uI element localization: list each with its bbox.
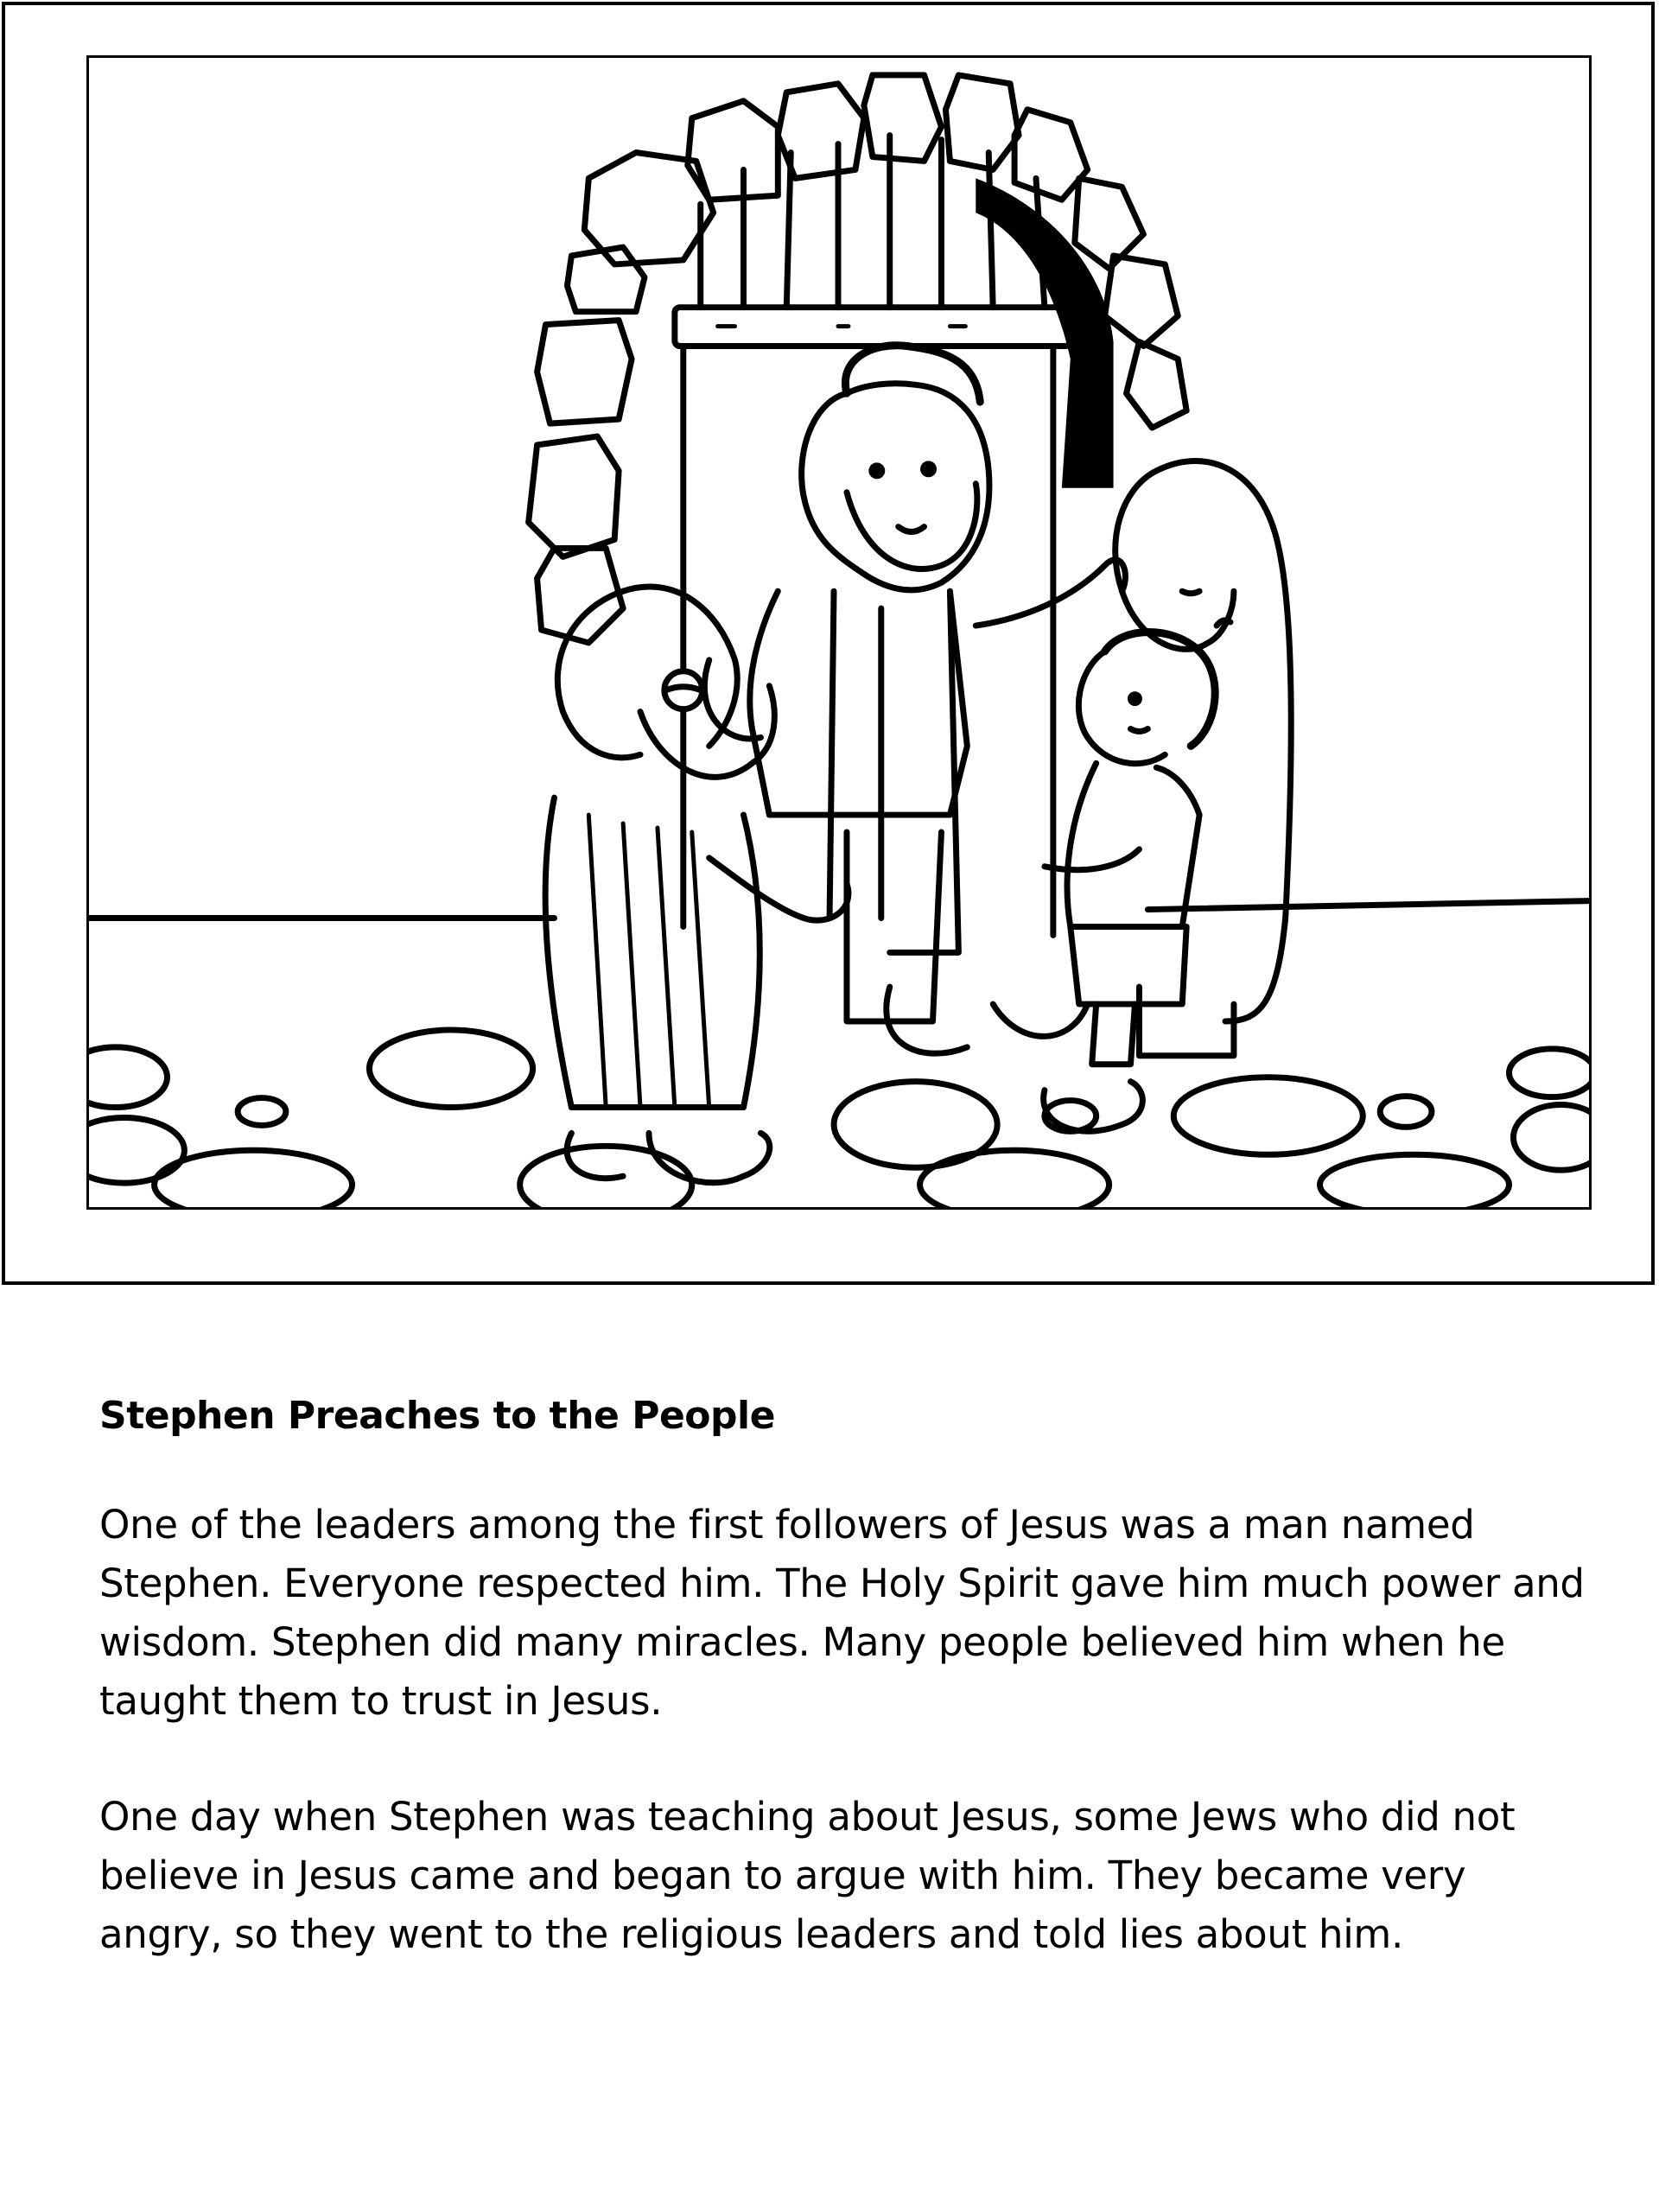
ground-stones	[89, 1030, 1589, 1207]
elder-figure	[545, 587, 849, 1183]
illustration-frame	[86, 55, 1592, 1210]
story-paragraph-1: One of the leaders among the first followers of Jesus was a man named Stephen. Everyone respected him. The Holy Spirit gave him much power and wisdom. Stephen did many miracles. Many people believed him when he taught them to trust in Jesus.	[99, 1502, 1585, 1725]
story-paragraph-2: One day when Stephen was teaching about Jesus, some Jews who did not believe in Jesus came and began to argue with him. They became very angry, so they went to the religious leaders and told lies about him.	[99, 1794, 1516, 1958]
stephen-figure	[704, 346, 1125, 1053]
story-text	[99, 1391, 1586, 2021]
woman-figure	[1116, 461, 1291, 1055]
stephen-preaching-illustration	[89, 58, 1589, 1207]
story-title: Stephen Preaches to the People	[99, 1394, 775, 1438]
arch-shadow	[976, 178, 1113, 487]
door-planks	[675, 136, 1071, 346]
